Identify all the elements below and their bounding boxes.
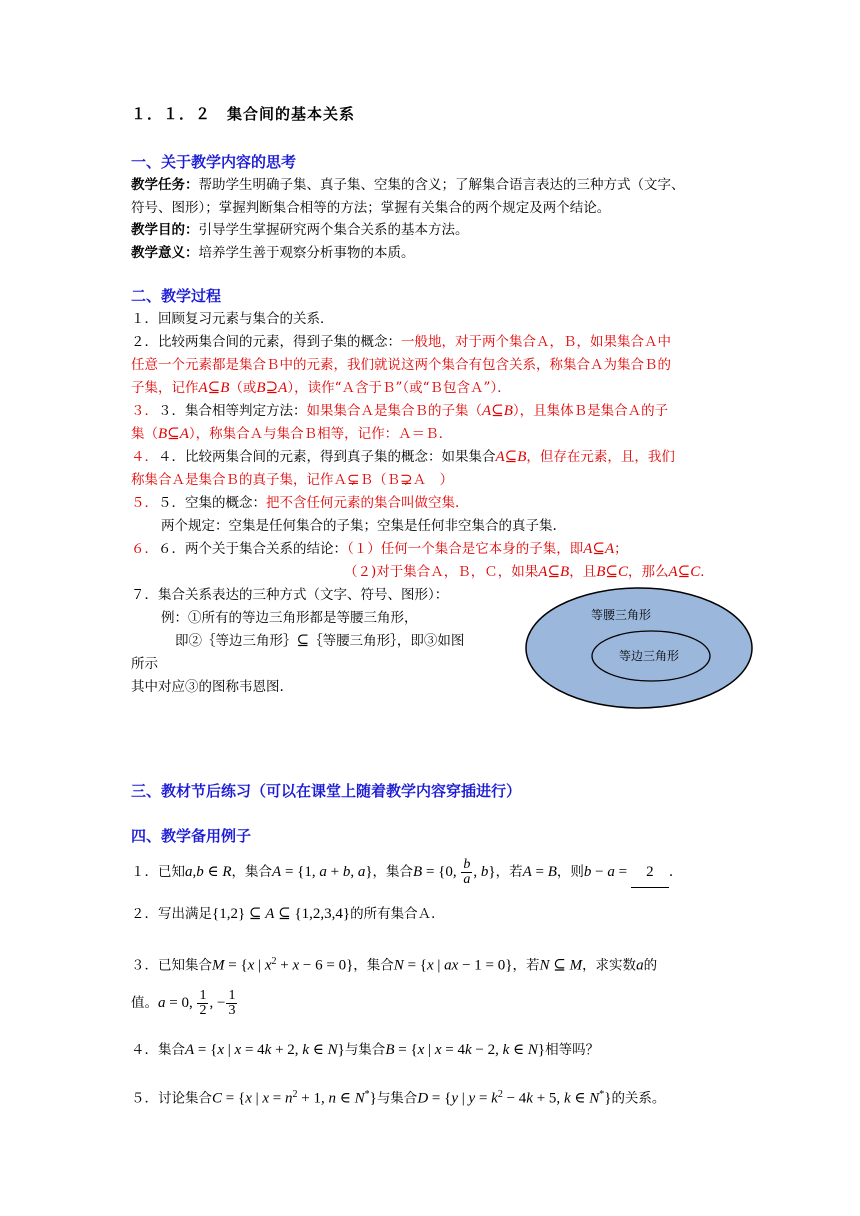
section-2-heading: 二、教学过程: [131, 287, 222, 305]
item-7-example-2: 即②｛等边三角形｝⊆｛等腰三角形｝，即③如图: [175, 633, 465, 649]
item-5-line2: 两个规定：空集是任何集合的子集；空集是任何非空集合的真子集.: [161, 518, 557, 534]
example-2-text-a: ２．写出满足: [131, 906, 212, 922]
example-1-text-c: ，集合: [372, 864, 414, 880]
example-3-text-d: ，求实数: [582, 957, 637, 974]
venn-diagram: [524, 586, 756, 710]
item-6-line1: ６．６．两个关于集合关系的结论：（１）任何一个集合是它本身的子集，即A⊆A；: [131, 541, 628, 557]
item-2-lead: ２．比较两集合间的元素，得到子集的概念：: [131, 334, 401, 350]
item-4-line1: ４．４．比较两集合间的元素，得到真子集的概念：如果集合A⊆B，但存在元素，且，我们: [131, 449, 675, 465]
example-3-line1: ３．已知集合M = {x | $x^2 + x - 6 = 0$}，集合N = {x | ax − 1 = 0}，若N ⊆ M，求实数a的: [131, 956, 658, 974]
teaching-meaning: [131, 243, 415, 263]
item-7-text-a: 即②｛等边三角形｝: [175, 633, 297, 649]
example-5-text-c: 的关系。: [611, 1090, 666, 1107]
example-1-text-e: ，则: [556, 864, 584, 880]
item-4-text-d: Ｂ（Ｂ: [359, 472, 401, 488]
teaching-meaning-label: 教学意义：: [131, 245, 199, 261]
item-2-def: 一般地，对于两个集合Ａ，Ｂ，如果集合Ａ中: [401, 334, 671, 350]
example-1-text-b: ，集合: [231, 864, 273, 880]
venn-outer-label: 等腰三角形: [591, 608, 652, 622]
item-5-def: 把不含任何元素的集合叫做空集.: [266, 495, 460, 511]
item-7-example: 例：①所有的等边三角形都是等腰三角形，: [161, 610, 418, 626]
item-5-line1: ５．５．空集的概念：把不含任何元素的集合叫做空集.: [131, 495, 460, 511]
item-2-line3: 子集，记作A⊆B（或B⊇A），读作“Ａ含于Ｂ”（或“Ｂ包含Ａ”）．: [131, 380, 511, 396]
item-6-text-a: （１）任何一个集合是它本身的子集，即: [347, 541, 584, 557]
item-3-lead: ３．集合相等判定方法：: [158, 403, 307, 419]
item-6-text-b: （２)对于集合Ａ，Ｂ，Ｃ，如果: [344, 564, 539, 580]
page-title: １．１．２ 集合间的基本关系: [131, 105, 356, 123]
example-5-text-a: ５．讨论集合: [131, 1090, 212, 1107]
example-4: ４．集合A = {x | x = 4k + 2, k ∈ N}与集合B = {x | x = 4k − 2, k ∈ N}相等吗？: [131, 1042, 600, 1058]
item-4-text-a: 如果集合: [441, 449, 496, 465]
teaching-meaning-text: 培养学生善于观察分析事物的本质。: [198, 245, 415, 261]
example-4-text-b: 与集合: [344, 1042, 386, 1058]
section-4-heading: 四、教学备用例子: [131, 827, 252, 845]
item-6-text-d: ，那么: [627, 564, 669, 580]
section-1-heading: 一、关于教学内容的思考: [131, 153, 297, 171]
example-3-text-c: ，若: [512, 957, 540, 974]
item-2-text-c: ），读作“Ａ含于Ｂ”（或“Ｂ包含Ａ”）．: [287, 380, 511, 396]
teaching-goal-text: 引导学生掌握研究两个集合关系的基本方法。: [198, 222, 469, 238]
section-3-heading: 三、教材节后练习（可以在课堂上随着教学内容穿插进行）: [131, 782, 522, 800]
example-3-text-b: ，集合: [353, 957, 394, 974]
example-1: １．已知a,b ∈ R，集合A = {1, a + b, a}，集合B = {0, $\frac{b}{a}$ , b}，若A = B，则b − a = 2 .: [131, 857, 674, 887]
venn-inner-label: 等边三角形: [619, 649, 680, 663]
item-4-line2: 称集合Ａ是集合Ｂ的真子集，记作Ａ⊊Ｂ（Ｂ⊋Ａ ）: [131, 472, 454, 488]
item-3-line1: ３．３．集合相等判定方法：如果集合Ａ是集合Ｂ的子集（A⊆B），且集体Ｂ是集合Ａ的子: [131, 403, 669, 419]
item-1: １．回顾复习元素与集合的关系．: [131, 311, 334, 327]
item-7-line1: ７．集合关系表达的三种方式（文字、符号、图形）：: [131, 587, 449, 603]
item-2-line1: [131, 332, 671, 352]
item-6-line2: （２)对于集合Ａ，Ｂ，Ｃ，如果A⊆B，且B⊆C，那么A⊆C．: [344, 564, 714, 580]
item-4-text-b: ，但存在元素，且，我们: [526, 449, 675, 465]
item-4-lead: ４．比较两集合间的元素，得到真子集的概念：: [158, 449, 442, 465]
teaching-goal-label: 教学目的：: [131, 222, 199, 238]
item-3-line2: 集（B⊆A），称集合Ａ与集合Ｂ相等，记作：Ａ＝Ｂ．: [131, 426, 453, 442]
item-3-text-c: 集（: [131, 426, 158, 442]
item-6-lead: ６．两个关于集合关系的结论：: [158, 541, 347, 557]
teaching-goal: [131, 220, 469, 240]
teaching-task-line2: 符号、图形）；掌握判断集合相等的方法；掌握有关集合的两个规定及两个结论。: [131, 200, 611, 216]
venn-outer-ellipse: [526, 588, 752, 708]
teaching-task-line1: [131, 175, 685, 195]
example-5-text-b: 与集合: [376, 1090, 418, 1107]
teaching-task-label: 教学任务：: [131, 177, 199, 193]
example-3-text-f: 值。: [131, 995, 158, 1011]
example-5: ５．讨论集合C = {x | $x = n^2 + 1$, n ∈ N*}与集合D = {y | $y = k^2 - 4k + 5$, k ∈ N*}的关系。: [131, 1089, 666, 1107]
example-3-text-e: 的: [643, 957, 658, 974]
item-4-text-c: 称集合Ａ是集合Ｂ的真子集，记作Ａ: [131, 472, 347, 488]
example-1-answer: 2: [631, 857, 669, 888]
item-3-text-a: 如果集合Ａ是集合Ｂ的子集（: [306, 403, 482, 419]
item-2-line2: 任意一个元素都是集合Ｂ中的元素，我们就说这两个集合有包含关系，称集合Ａ为集合Ｂ的: [131, 357, 671, 373]
item-7-line4: 所示: [131, 656, 158, 672]
item-3-text-b: ），且集体Ｂ是集合Ａ的子: [512, 403, 669, 419]
example-1-text-d: ，若: [495, 864, 523, 880]
example-1-text-a: １．已知: [131, 864, 185, 880]
example-4-text-c: 相等吗？: [545, 1042, 600, 1058]
item-6-text-c: ，且: [569, 564, 597, 580]
item-4-text-e: Ａ ）: [412, 472, 454, 488]
example-3-line2: 值。a = 0, $\frac{1}{2}$ , − $\frac{1}{3}$: [131, 988, 236, 1018]
item-5-lead: ５．空集的概念：: [158, 495, 266, 511]
example-2-text-b: 的所有集合Ａ．: [350, 906, 445, 922]
item-7-line5: 其中对应③的图称韦恩图.: [131, 679, 284, 695]
example-4-text-a: ４．集合: [131, 1042, 185, 1058]
item-3-text-d: ），称集合Ａ与集合Ｂ相等，记作：Ａ＝Ｂ．: [188, 426, 453, 442]
example-3-text-a: ３．已知集合: [131, 957, 212, 974]
teaching-task-text: 帮助学生明确子集、真子集、空集的含义；了解集合语言表达的三种方式（文字、: [198, 177, 685, 193]
item-7-text-b: ｛等腰三角形｝，即③如图: [309, 633, 465, 649]
example-2: ２．写出满足{1,2} ⊆ A ⊆ {1,2,3,4}的所有集合Ａ．: [131, 906, 445, 922]
item-2-text-b: （或: [229, 380, 257, 396]
item-2-text-a: 子集，记作: [131, 380, 199, 396]
